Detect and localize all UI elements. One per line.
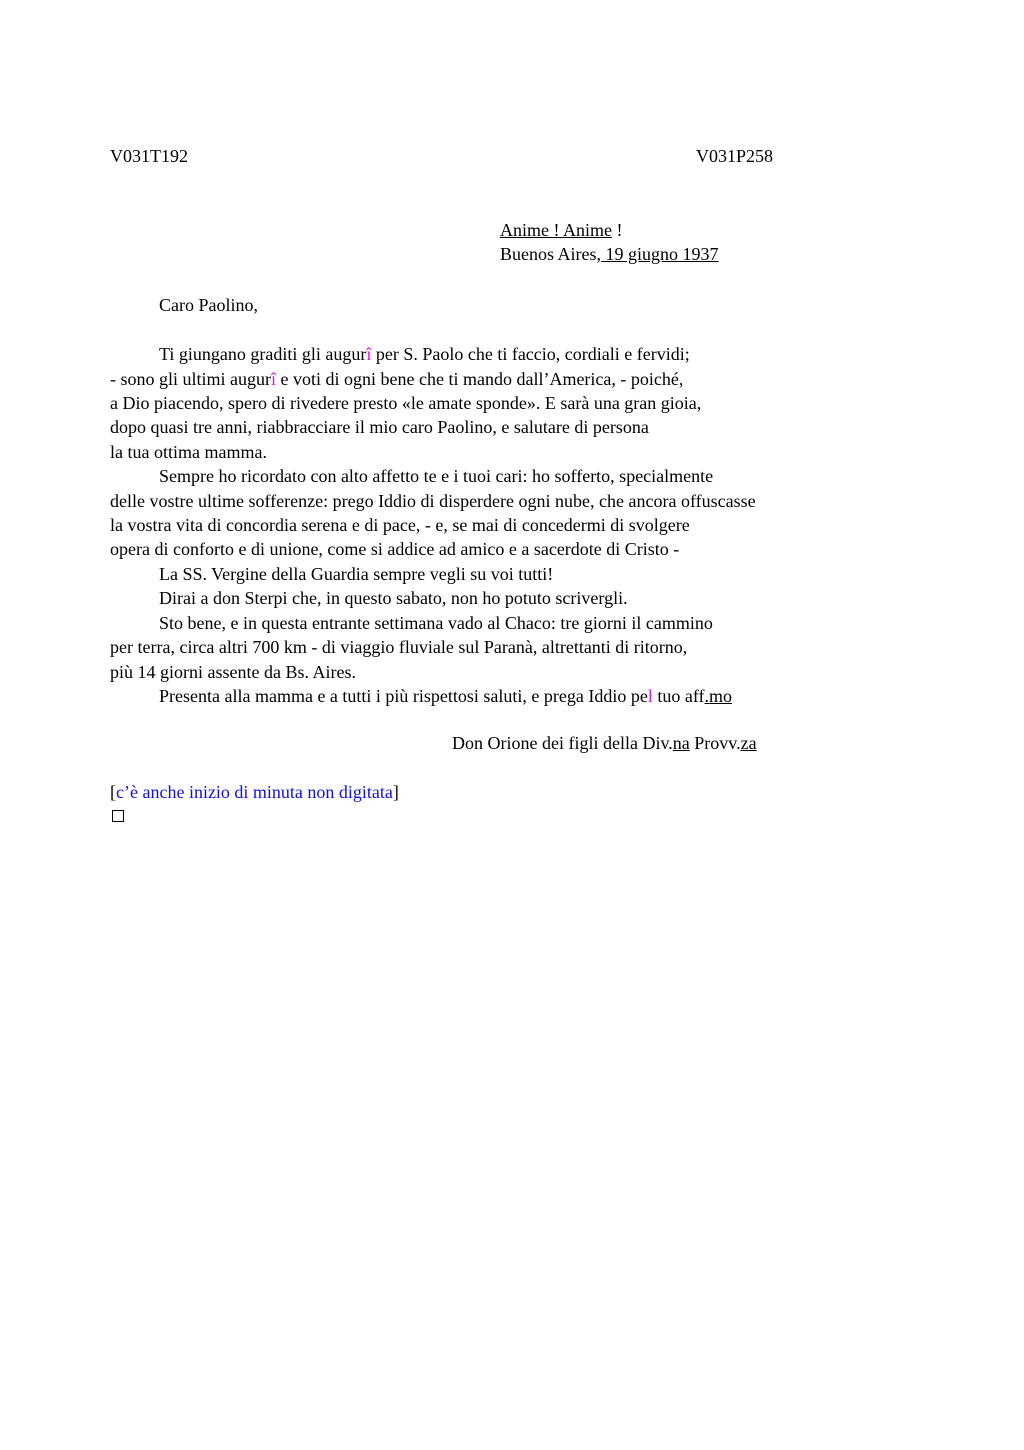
text-run: per S. Paolo che ti faccio, cordiali e fervidi;	[371, 344, 690, 364]
body-line: più 14 giorni assente da Bs. Aires.	[110, 662, 356, 682]
date: 19 giugno 1937	[601, 244, 719, 264]
empty-box-icon	[112, 810, 124, 822]
text-run: Ti giungano graditi gli augur	[159, 344, 367, 364]
editor-note	[110, 782, 399, 803]
motto-tail: !	[611, 220, 623, 240]
text-run: - sono gli ultimi augur	[110, 369, 271, 389]
bracket: ]	[392, 782, 399, 802]
body-line	[159, 684, 732, 708]
editorial-mark: î	[366, 344, 372, 364]
abbreviation: .mo	[704, 686, 733, 706]
abbreviation: za	[740, 733, 757, 753]
abbreviation: na	[672, 733, 690, 753]
body-line: la tua ottima mamma.	[110, 442, 267, 462]
editor-note-text: c’è anche inizio di minuta non digitata	[116, 782, 393, 802]
place-date-line	[500, 244, 719, 265]
text-run: Don Orione dei figli della Div.	[452, 733, 673, 753]
text-run: tuo aff	[652, 686, 705, 706]
body-line	[159, 342, 690, 366]
text-run: Presenta alla mamma e a tutti i più rispettosi saluti, e prega Iddio pe	[159, 686, 648, 706]
letter-motto	[500, 220, 622, 241]
place: Buenos Aires,	[500, 244, 601, 264]
body-line: a Dio piacendo, spero di rivedere presto «le amate sponde». E sarà una gran gioia,	[110, 393, 702, 413]
body-line: Sto bene, e in questa entrante settimana vado al Chaco: tre giorni il cammino	[159, 613, 713, 633]
salutation: Caro Paolino,	[159, 295, 258, 315]
signature	[452, 733, 757, 754]
document-code-right: V031P258	[696, 146, 774, 166]
bracket: [	[110, 782, 116, 802]
motto-underlined: Anime ! Anime	[500, 220, 612, 240]
editorial-mark: l	[647, 686, 653, 706]
text-run: Provv.	[689, 733, 741, 753]
body-line: delle vostre ultime sofferenze: prego Iddio di disperdere ogni nube, che ancora offuscasse	[110, 491, 756, 511]
body-line: opera di conforto e di unione, come si addice ad amico e a sacerdote di Cristo -	[110, 539, 680, 559]
body-line: per terra, circa altri 700 km - di viaggio fluviale sul Paranà, altrettanti di ritorno,	[110, 637, 688, 657]
body-line: Sempre ho ricordato con alto affetto te e i tuoi cari: ho sofferto, specialmente	[159, 466, 714, 486]
body-line: La SS. Vergine della Guardia sempre vegli su voi tutti!	[159, 564, 554, 584]
document-code-left: V031T192	[110, 146, 188, 166]
body-line: la vostra vita di concordia serena e di pace, - e, se mai di concedermi di svolgere	[110, 515, 690, 535]
body-line	[110, 367, 683, 391]
body-line: Dirai a don Sterpi che, in questo sabato, non ho potuto scrivergli.	[159, 588, 628, 608]
editorial-mark: î	[271, 369, 277, 389]
text-run: e voti di ogni bene che ti mando dall’America, - poiché,	[276, 369, 684, 389]
body-line: dopo quasi tre anni, riabbracciare il mio caro Paolino, e salutare di persona	[110, 417, 649, 437]
